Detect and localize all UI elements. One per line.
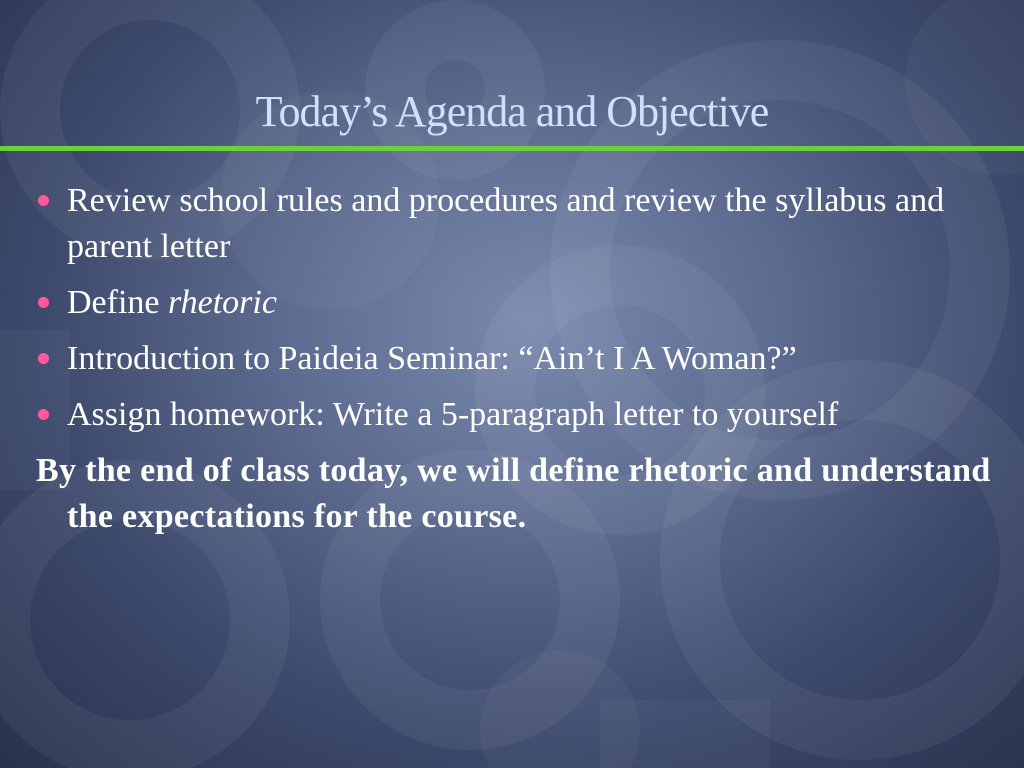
pink-dot-bullet-icon (38, 353, 49, 364)
title-underline-rule (0, 146, 1024, 151)
pink-dot-bullet-icon (38, 409, 49, 420)
pink-dot-bullet-icon (38, 297, 49, 308)
bullet-text: Review school rules and procedures and review the syllabus and parent letter (67, 182, 945, 265)
slide-body (36, 178, 996, 540)
bullet-text: Assign homework: Write a 5-paragraph letter to yourself (67, 396, 839, 433)
objective-statement: By the end of class today, we will define rhetoric and understand the expectations for the course. (36, 452, 991, 535)
bullet-item-assign-homework (36, 392, 996, 438)
bullet-emphasis-text: rhetoric (168, 284, 277, 321)
bullet-text: Introduction to Paideia Seminar: “Ain’t I A Woman?” (67, 340, 797, 377)
pink-dot-bullet-icon (38, 195, 49, 206)
bullet-item-review-rules (36, 178, 996, 270)
bullet-item-paideia-seminar (36, 336, 996, 382)
slide-title: Today’s Agenda and Objective (255, 87, 769, 136)
bullet-text: Define (67, 284, 169, 321)
bullet-item-define-rhetoric (36, 280, 996, 326)
